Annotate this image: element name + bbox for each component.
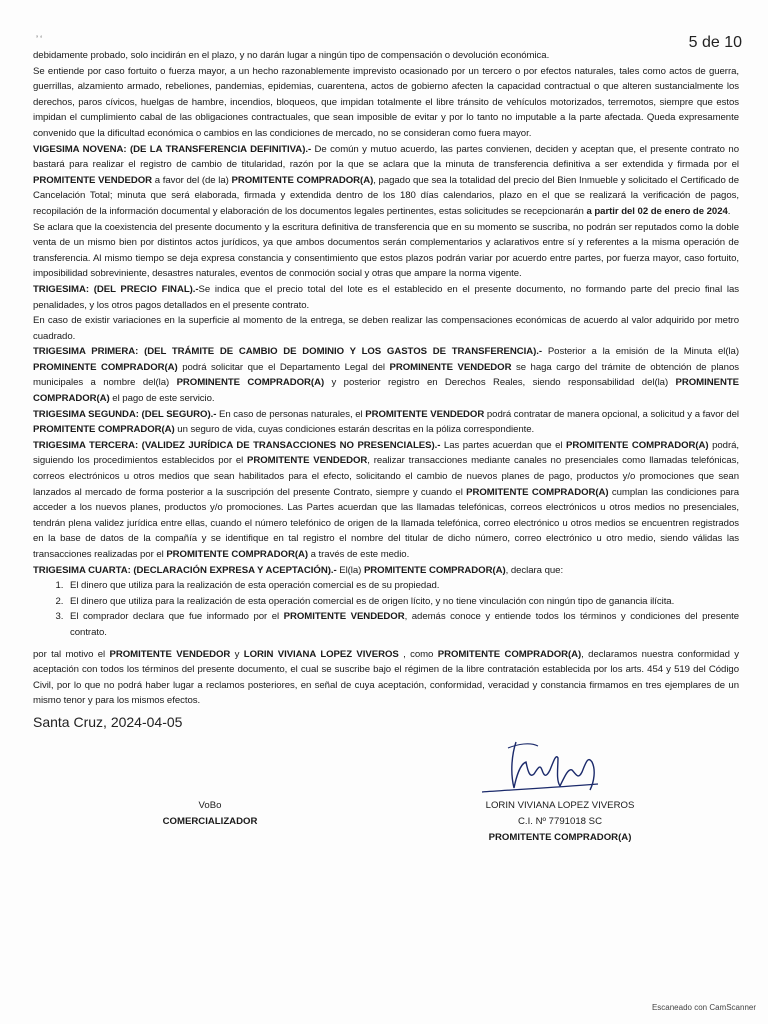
- buyer-role: PROMITENTE COMPRADOR(A): [488, 832, 632, 843]
- clause-34: [33, 563, 739, 579]
- clause-33-text: , realizar transacciones mediante canales no presenciales como llamadas telefónicas, correos electrónicos u otros medios que sean habilitados para el efecto, solicitando el cambio de nuevos planes de pago, productos y/o promociones que sean lanzados al mercado de forma posterior a la suscripción del presente Contrato, siempre y cuando el: [33, 455, 739, 498]
- clause-34-text: , declara que:: [505, 564, 564, 576]
- clause-33: [33, 438, 739, 563]
- clause-29-text: .: [727, 205, 731, 217]
- party-seller: PROMITENTE VENDEDOR: [33, 174, 153, 186]
- clause-32-text: un seguro de vida, cuyas condiciones estarán descritas en la póliza correspondiente.: [174, 424, 535, 436]
- clause-31-text: podrá solicitar que el Departamento Legal del: [177, 361, 390, 373]
- signature-block-buyer: [460, 798, 660, 846]
- party-buyer: PROMITENTE COMPRADOR(A): [565, 439, 709, 451]
- closing-text: por tal motivo el: [33, 648, 110, 660]
- clause-33-title: TRIGESIMA TERCERA: (VALIDEZ JURÍDICA DE TRANSACCIONES NO PRESENCIALES).-: [33, 439, 441, 451]
- clause-29-text: , pagado que sea la totalidad del precio del Bien Inmueble y solicitado el Certificado de Cancelación Total; minuta que será elaborada, firmada y extendida dentro de los 180 días calendarios, plazo en el que se realizará la verificación de pagos, recopilación de la información documental y elaboración de los documentos legales pertinentes, estas solicitudes se recepcionarán: [33, 174, 740, 217]
- signature-block-commercializer: [140, 798, 280, 830]
- party-seller: PROMITENTE VENDEDOR: [283, 611, 405, 623]
- clause-32: [33, 407, 739, 438]
- vobo-label: VoBo: [198, 800, 222, 811]
- clause-30-text: Se indica que el precio total del lote es el establecido en el presente documento, no formando parte del precio final las penalidades, y los otros pagos detallados en el presente contrato.: [33, 283, 740, 311]
- paragraph-coexistence: Se aclara que la coexistencia del presente documento y la escritura definitiva de transferencia que en su momento se suscriba, no podrán ser reputados como la doble venta de un mismo bien por distintos actos jurídicos, ya que ambos documentos serán complementarios y aclarativos entre sí y referentes a la misma operación de transferencia. Al mismo tiempo se deja expresa constancia y consentimiento que estos plazos podrán variar por acuerdo entre partes, por fuerza mayor, caso fortuito, imposibilidad sobreviniente, desastres naturales, eventos de conmoción social y otras que ampare la norma vigente.: [33, 221, 739, 280]
- paragraph-force-majeure-definition: Se entiende por caso fortuito o fuerza mayor, a un hecho razonablemente imprevisto ocasionado por un tercero o por efectos naturales, tales como actos de guerra, guerrillas, alzamiento armado, rebeliones, pandemias, epidemias, cuarentena, actos de gobierno afecten la capacidad contractual o que alteren sustancialmente los derechos, paros cívicos, huelgas de hambre, incendios, bloqueos, que impidan totalmente el libre tránsito de vehículos motorizados, terremotos, siempre que estos impidan el cumplimiento cabal de las obligaciones contractuales, que sean imposible de evitar y por lo tanto no imputable a la parte afectada. Queda expresamente convenido que la dificultad económica o cambios en las condiciones de mercado, no se consideran como fuera mayor.: [33, 65, 739, 139]
- list-item-text: El comprador declara que fue informado por el: [70, 611, 284, 623]
- clause-34-title: TRIGESIMA CUARTA: (DECLARACIÓN EXPRESA Y ACEPTACIÓN).-: [33, 564, 337, 576]
- commercializer-label: COMERCIALIZADOR: [162, 816, 258, 827]
- declaration-list: [33, 578, 739, 640]
- clause-31-text: se haga cargo del trámite de obtención de planos municipales a nombre del(la): [33, 361, 740, 389]
- party-buyer: PROMITENTE COMPRADOR(A): [363, 564, 506, 576]
- clause-30-title: TRIGESIMA: (DEL PRECIO FINAL).-: [33, 283, 199, 295]
- party-buyer: PROMITENTE COMPRADOR(A): [166, 549, 309, 560]
- list-item: [66, 609, 739, 640]
- clause-32-title: TRIGESIMA SEGUNDA: (DEL SEGURO).-: [33, 408, 217, 420]
- clause-31-text: Posterior a la emisión de la Minuta el(la): [542, 346, 739, 358]
- clause-33-text: podrá, siguiendo los procedimientos establecidos por el: [33, 439, 739, 467]
- party-seller: PROMINENTE VENDEDOR: [389, 361, 512, 373]
- scanner-watermark: Escaneado con CamScanner: [651, 1003, 756, 1012]
- place-date: Santa Cruz, 2024-04-05: [33, 714, 183, 730]
- clause-30: [33, 282, 739, 313]
- clause-29-title: VIGESIMA NOVENA: (DE LA TRANSFERENCIA DEFINITIVA).-: [33, 143, 312, 155]
- list-item-text: , además conoce y entiende todos los términos y condiciones del presente contrato.: [70, 611, 740, 638]
- buyer-name: LORIN VIVIANA LOPEZ VIVEROS: [243, 648, 399, 660]
- clause-34-text: El(la): [336, 564, 364, 576]
- buyer-signature-name: LORIN VIVIANA LOPEZ VIVEROS: [485, 800, 635, 811]
- closing-text: , como: [398, 648, 438, 660]
- closing-text: , declaramos nuestra conformidad y aceptación con todos los términos del presente documento, el cual se suscribe bajo el régimen de la libre contratación establecida por los arts. 454 y 519 del Código Civil, por lo que no podrá haber lugar a reclamos posteriores, en señal de cuya aceptación, conformidad, veracidad y constancia firmamos en tres ejemplares de un mismo tenor y para los mismos efectos.: [33, 648, 740, 707]
- clause-31-text: y posterior registro en Derechos Reales, siendo responsabilidad del(la): [324, 377, 676, 389]
- clause-29: [33, 142, 739, 220]
- clause-29-text: De común y mutuo acuerdo, las partes convienen, deciden y aceptan que, el presente contrato no bastará para realizar el registro de cambio de titularidad, razón por la que se aclara que la minuta de transferencia definitiva a ser extendida y firmada por el: [33, 143, 739, 171]
- scan-marks: ’ ‘: [36, 34, 43, 44]
- paragraph-area-variation: En caso de existir variaciones en la superficie al momento de la entrega, se deben realizar las compensaciones económicas de acuerdo al valor adquirido por metro cuadrado.: [33, 315, 739, 342]
- clause-31-text: el pago de este servicio.: [109, 393, 215, 405]
- party-buyer: PROMINENTE COMPRADOR(A): [176, 377, 325, 389]
- contract-body: [33, 48, 739, 709]
- party-buyer: PROMITENTE COMPRADOR(A): [33, 424, 175, 436]
- clause-29-date: a partir del 02 de enero de 2024: [586, 205, 728, 217]
- party-seller: PROMITENTE VENDEDOR: [247, 455, 368, 467]
- clause-33-text: cumplan las condiciones para acceder a los nuevos planes, productos y/o promociones. Las Partes acuerdan que las llamadas telefónicas, correos electrónicos u otros medios no presenciales, tendrán plena validez jurídica entre ellas, cuando el número telefónico de origen de la llamada telefónica, correo electrónico u otros medios se encuentren registrados en la base de datos de la compañía y se identifique en tal registro el nombre del titular de dicho número, correo electrónico u otro medio, siendo válidas las transacciones realizadas por el: [33, 486, 740, 560]
- paragraph-force-majeure-end: debidamente probado, solo incidirán en el plazo, y no darán lugar a ningún tipo de compensación o devolución económica.: [33, 50, 550, 61]
- list-item: 1. El dinero que utiliza para la realización de esta operación comercial es de su propiedad.: [66, 578, 739, 594]
- clause-31-title: TRIGESIMA PRIMERA: (DEL TRÁMITE DE CAMBIO DE DOMINIO Y LOS GASTOS DE TRANSFERENCIA).-: [33, 346, 543, 358]
- clause-32-text: podrá contratar de manera opcional, a solicitud y a favor del: [484, 408, 739, 420]
- closing-text: y: [230, 648, 244, 660]
- party-buyer: PROMINENTE COMPRADOR(A): [33, 377, 739, 405]
- party-buyer: PROMITENTE COMPRADOR(A): [437, 648, 582, 660]
- clause-29-text: a favor del (de la): [152, 174, 232, 186]
- party-seller: PROMITENTE VENDEDOR: [109, 648, 231, 660]
- party-buyer: PROMITENTE COMPRADOR(A): [466, 486, 609, 498]
- closing-paragraph: [33, 647, 739, 709]
- buyer-ci: C.I. Nº 7791018 SC: [517, 816, 603, 827]
- party-seller: PROMITENTE VENDEDOR: [365, 408, 485, 420]
- clause-32-text: En caso de personas naturales, el: [216, 408, 366, 420]
- party-buyer: PROMITENTE COMPRADOR(A): [231, 174, 374, 186]
- handwritten-signature: [478, 734, 628, 802]
- clause-33-text: Las partes acuerdan que el: [440, 439, 566, 451]
- clause-33-text: a través de este medio.: [308, 549, 410, 560]
- page-number: 5 de 10: [688, 34, 742, 51]
- party-buyer: PROMINENTE COMPRADOR(A): [33, 361, 178, 373]
- clause-31: [33, 344, 739, 406]
- list-item: 2. El dinero que utiliza para la realización de esta operación comercial es de origen lícito, y no tiene vinculación con ningún tipo de ganancia ilícita.: [66, 594, 739, 610]
